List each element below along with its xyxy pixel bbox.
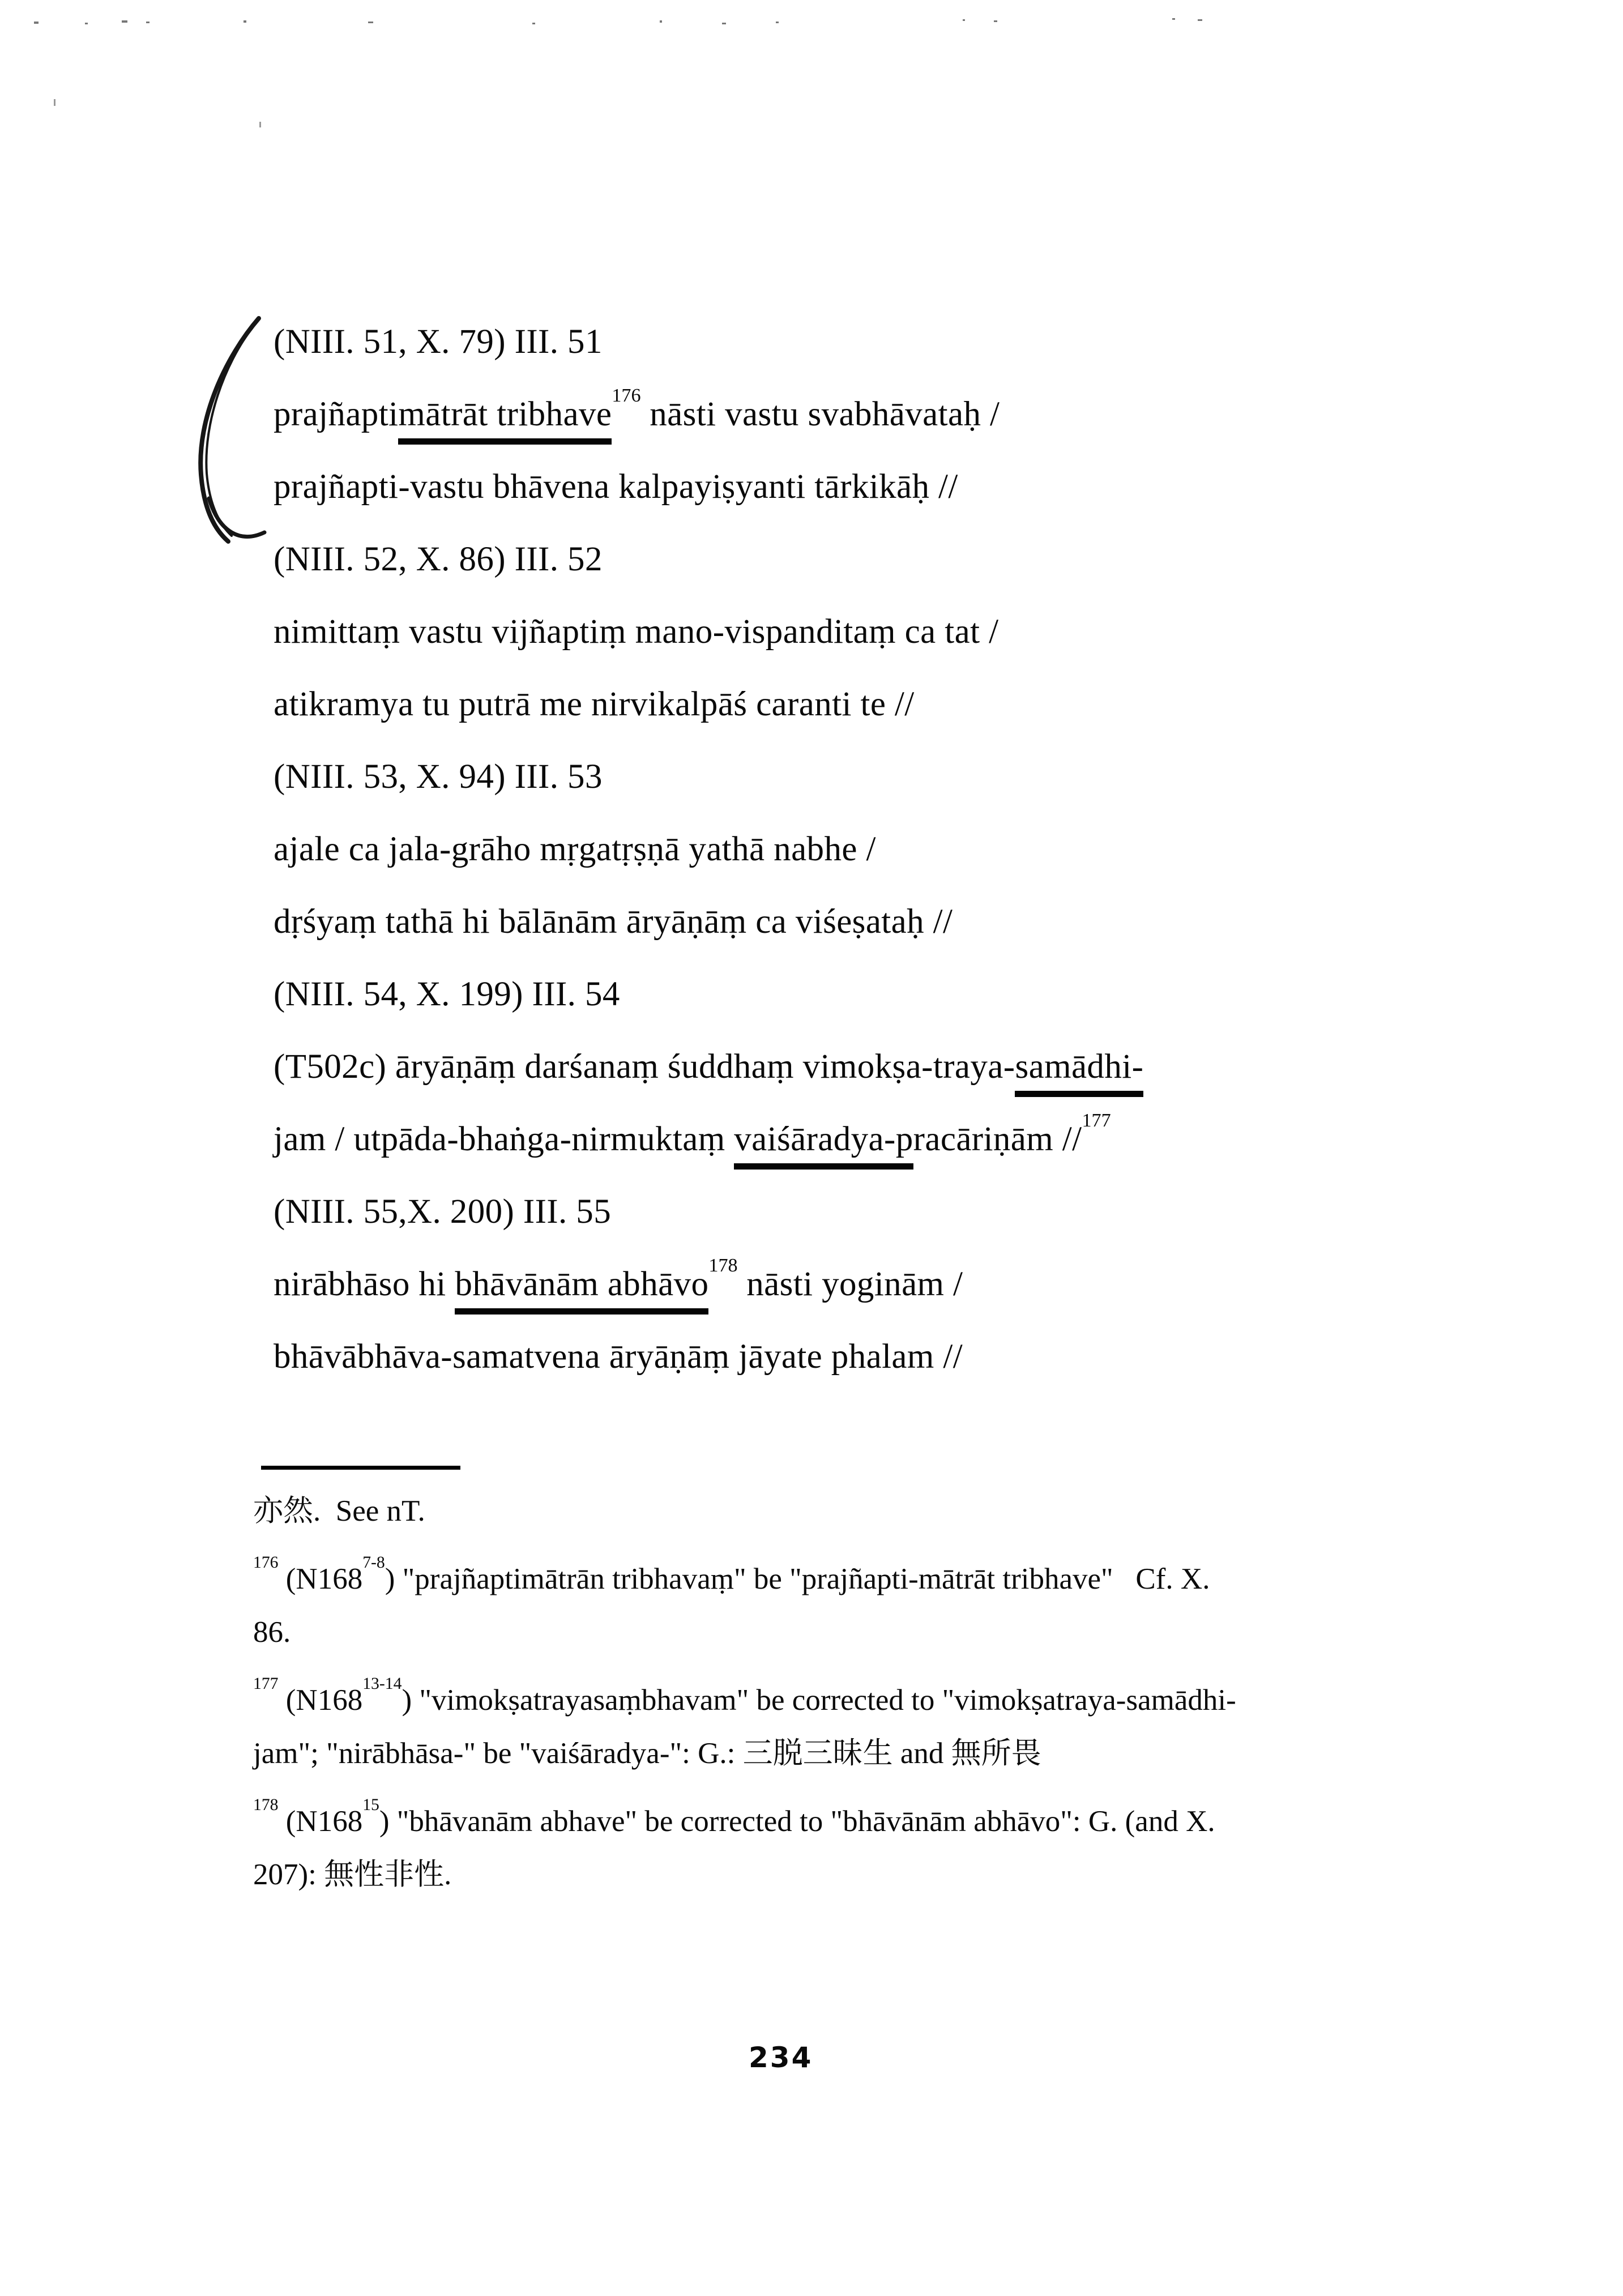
line-number-superscript: 13-14 [362,1674,402,1693]
footnote-separator [261,1466,460,1470]
scan-artifact [722,23,726,24]
verse-text: jam / utpāda-bhaṅga-nirmuktaṃ [274,1120,734,1158]
scan-artifact [34,22,39,24]
verse-header: (NIII. 54, X. 199) III. 54 [274,975,620,1013]
underlined-phrase: vaiśāradya-p [734,1120,913,1170]
scan-artifact [244,20,246,23]
underlined-phrase: bhāvānām abhāvo [455,1265,708,1315]
footnote-continuation: 亦然. See nT. [253,1495,425,1527]
footnote-text: ) "prajñaptimātrān tribhavaṃ" be "prajñapti-mātrāt tribhave" Cf. X. [385,1563,1210,1595]
verse-text: nāsti vastu svabhāvataḥ / [640,395,1000,433]
scan-artifact [54,99,55,106]
footnote-text: (N168 [278,1684,363,1717]
line-number-superscript: 7-8 [362,1553,385,1572]
verse-text: (T502c) āryāṇāṃ darśanaṃ śuddhaṃ vimokṣa-traya- [274,1048,1015,1086]
verse-line [274,1031,1406,1103]
scan-artifact [146,22,150,23]
verse-header: (NIII. 55,X. 200) III. 55 [274,1193,612,1231]
scan-artifact [776,22,779,23]
footnote-marker: 178 [253,1795,279,1814]
verse-line [274,378,1406,451]
verse-line: prajñapti-vastu bhāvena kalpayiṣyanti tārkikāḥ // [274,468,958,506]
verse-line [274,1103,1406,1176]
footnote [253,1552,1408,1659]
verse-header: (NIII. 53, X. 94) III. 53 [274,758,603,796]
page-number: 234 [749,2041,813,2074]
scan-artifact [994,20,997,22]
scan-artifact [122,20,127,23]
footnote-text: ) "vimokṣatrayasaṃbhavam" be corrected to "vimokṣatraya-samādhi- [402,1684,1236,1717]
verse-text: racāriṇām // [913,1120,1082,1158]
scan-artifact [532,23,535,24]
margin-pen-mark [184,310,275,565]
scan-artifact [963,19,965,21]
footnote-text: (N168 [278,1805,363,1838]
scan-artifact [1198,19,1202,21]
line-number-superscript: 15 [362,1795,379,1814]
verse-text: prajñapti [274,395,399,433]
footnote-marker: 177 [253,1674,279,1693]
verse-header: (NIII. 52, X. 86) III. 52 [274,540,603,578]
footnote-line: 207): 無性非性. [253,1858,452,1891]
verse-header: (NIII. 51, X. 79) III. 51 [274,323,603,361]
verse-section [274,306,1406,1393]
footnote [253,1795,1408,1901]
scan-artifact [660,20,662,23]
footnote-reference: 176 [612,385,641,406]
verse-line: nimittaṃ vastu vijñaptiṃ mano-vispanditaṃ ca tat / [274,613,999,651]
footnote-line: jam"; "nirābhāsa-" be "vaiśāradya-": G.: 三脱三昧生 and 無所畏 [253,1737,1041,1770]
underlined-phrase: samādhi- [1015,1048,1143,1097]
footnote-line [253,1795,1408,1848]
footnote-reference: 177 [1082,1109,1111,1131]
footnote-line [253,1674,1408,1727]
footnote-reference: 178 [708,1254,738,1276]
verse-line: bhāvābhāva-samatvena āryāṇāṃ jāyate phalam // [274,1338,963,1376]
verse-text: nirābhāso hi [274,1265,455,1303]
verse-line [274,1248,1406,1321]
footnote-marker: 176 [253,1553,279,1572]
underlined-phrase: mātrāt tribhave [398,395,612,445]
verse-line: dṛśyaṃ tathā hi bālānām āryāṇāṃ ca viśeṣataḥ // [274,903,953,941]
footnote-section [253,1466,1408,1901]
verse-line: ajale ca jala-grāho mṛgatṛṣṇā yathā nabhe / [274,830,876,868]
scan-artifact [1172,18,1175,20]
scan-artifact [259,122,261,127]
scan-artifact [368,22,373,23]
verse-text: nāsti yoginām / [737,1265,963,1303]
scan-artifact [85,23,88,24]
footnote-line: 86. [253,1616,291,1649]
footnote-text: ) "bhāvanām abhave" be corrected to "bhāvānām abhāvo": G. (and X. [379,1805,1215,1838]
footnote [253,1674,1408,1780]
footnote-line [253,1552,1408,1606]
footnote-text: (N168 [278,1563,363,1595]
verse-line: atikramya tu putrā me nirvikalpāś caranti te // [274,685,915,723]
